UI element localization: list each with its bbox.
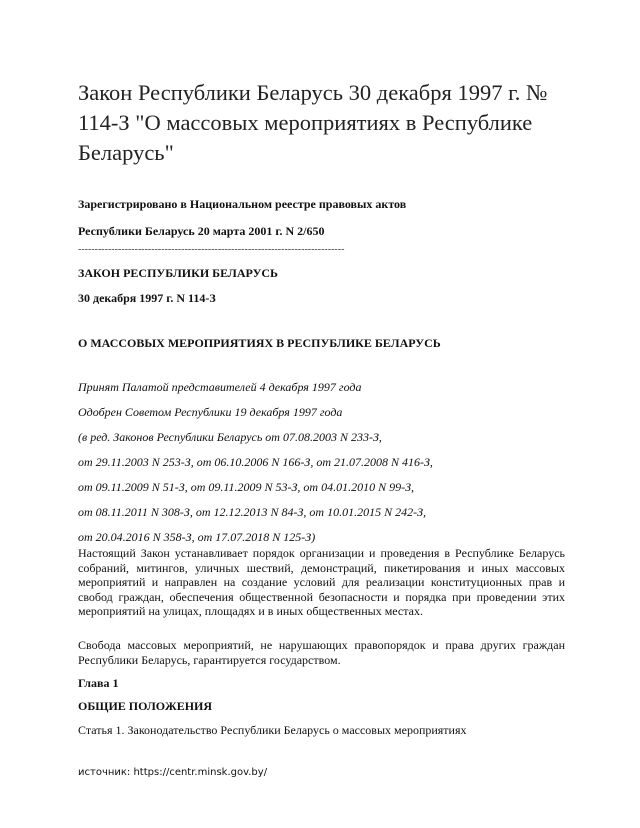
article-title: Статья 1. Законодательство Республики Беларусь о массовых мероприятиях	[78, 723, 467, 737]
adoption-line: от 08.11.2011 N 308-З, от 12.12.2013 N 84-З, от 10.01.2015 N 242-З,	[78, 505, 427, 519]
adoption-line: (в ред. Законов Республики Беларусь от 07.08.2003 N 233-З,	[78, 430, 382, 444]
adoption-line: от 29.11.2003 N 253-З, от 06.10.2006 N 166-З, от 21.07.2008 N 416-З,	[78, 455, 433, 469]
paragraph-preamble: Настоящий Закон устанавливает порядок организации и проведения в Республике Беларусь собраний, митингов, уличных шествий, демонстраций, пикетирования и иных массовых мероприятий и направлен на создание условий для реализации конституционных прав и свобод граждан, обеспечения общественной безопасности и порядка при проведении этих мероприятий на улицах, площадях и в иных общественных местах.	[78, 546, 565, 618]
law-name: О МАССОВЫХ МЕРОПРИЯТИЯХ В РЕСПУБЛИКЕ БЕЛАРУСЬ	[78, 336, 441, 350]
adoption-line: Принят Палатой представителей 4 декабря 1997 года	[78, 380, 362, 394]
source-link[interactable]: источник: https://centr.minsk.gov.by/	[78, 767, 268, 778]
document-title: Закон Республики Беларусь 30 декабря 1997 г. № 114-З "О массовых мероприятиях в Республике Беларусь"	[78, 80, 548, 165]
separator: --------------------------------------------------------------------------------	[78, 244, 345, 255]
registration-line-1: Зарегистрировано в Национальном реестре правовых актов	[78, 197, 407, 211]
law-heading: ЗАКОН РЕСПУБЛИКИ БЕЛАРУСЬ	[78, 266, 278, 280]
registration-line-2: Республики Беларусь 20 марта 2001 г. N 2/650	[78, 224, 325, 238]
adoption-line: от 20.04.2016 N 358-З, от 17.07.2018 N 125-З)	[78, 530, 316, 544]
paragraph-freedom: Свобода массовых мероприятий, не нарушающих правопорядок и права других граждан Республики Беларусь, гарантируется государством.	[78, 638, 565, 667]
chapter-number: Глава 1	[78, 676, 119, 690]
law-date: 30 декабря 1997 г. N 114-З	[78, 291, 216, 305]
adoption-line: от 09.11.2009 N 51-З, от 09.11.2009 N 53-З, от 04.01.2010 N 99-З,	[78, 480, 415, 494]
chapter-title: ОБЩИЕ ПОЛОЖЕНИЯ	[78, 699, 213, 713]
adoption-line: Одобрен Советом Республики 19 декабря 1997 года	[78, 405, 343, 419]
